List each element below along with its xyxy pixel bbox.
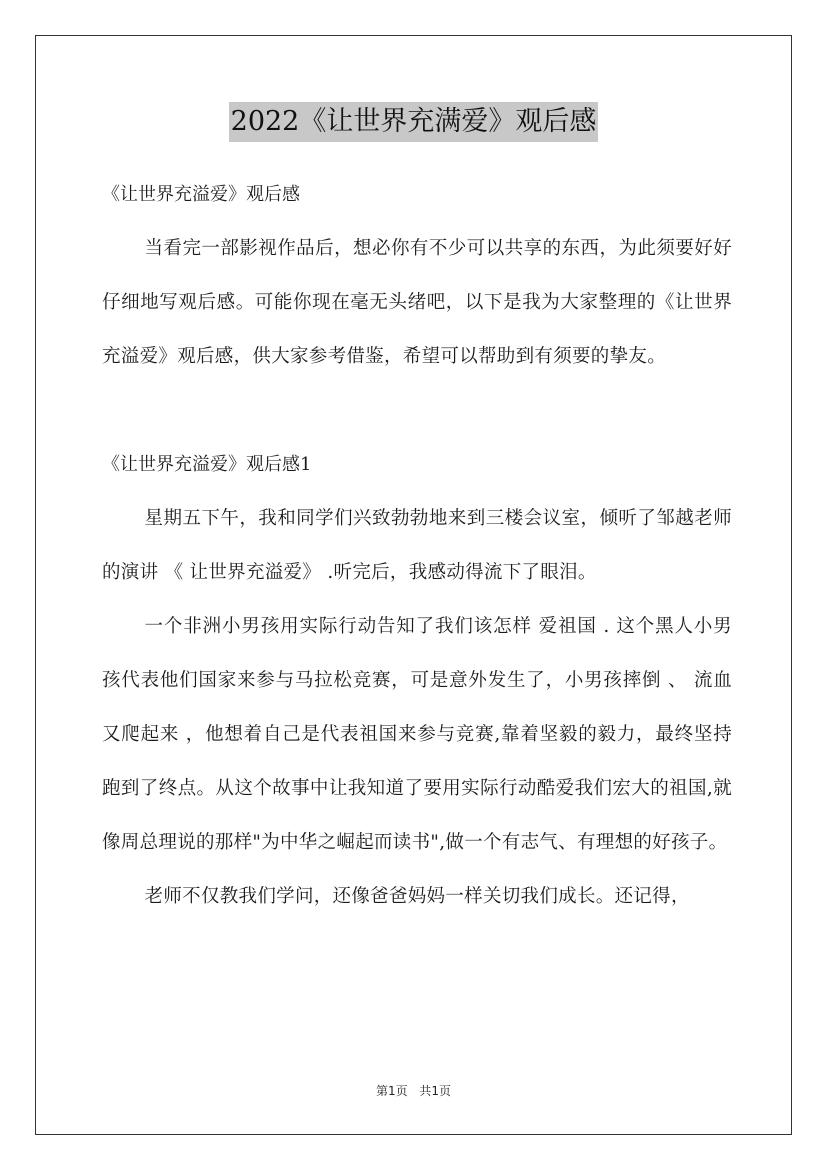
intro-paragraph: 当看完一部影视作品后，想必你有不少可以共享的东西，为此须要好好仔细地写观后感。可能你现在毫无头绪吧，以下是我为大家整理的《让世界充溢爱》观后感，供大家参考借鉴，希望可以帮助到有须要的挚友。 — [102, 238, 732, 367]
body-paragraph: 一个非洲小男孩用实际行动告知了我们该怎样 爱祖国 . 这个黑人小男孩代表他们国家来参与马拉松竞赛，可是意外发生了，小男孩摔倒 、 流血又爬起来 ，他想着自己是代表祖国来参与竞赛,靠着坚毅的毅力，最终坚持跑到了终点。从这个故事中让我知道了要用实际行动酷爱我们宏大的祖国,就像周总理说的那样"为中华之崛起而读书",做一个有志气、有理想的好孩子。 — [102, 616, 732, 853]
section-heading: 《让世界充溢爱》观后感1 — [102, 454, 312, 475]
page-footer — [0, 1082, 827, 1099]
body-paragraph: 星期五下午，我和同学们兴致勃勃地来到三楼会议室，倾听了邹越老师的演讲 《 让世界充溢爱》 .听完后，我感动得流下了眼泪。 — [102, 508, 732, 583]
section-spacer — [102, 384, 732, 438]
title-container — [0, 102, 827, 142]
body-paragraph: 老师不仅教我们学问，还像爸爸妈妈一样关切我们成长。还记得， — [144, 886, 690, 907]
page-total: 共1页 — [419, 1084, 452, 1098]
page-number: 第1页 — [375, 1084, 408, 1098]
document-body — [102, 168, 732, 924]
document-subtitle: 《让世界充溢爱》观后感 — [102, 184, 300, 205]
document-title: 2022《让世界充满爱》观后感 — [229, 102, 599, 142]
